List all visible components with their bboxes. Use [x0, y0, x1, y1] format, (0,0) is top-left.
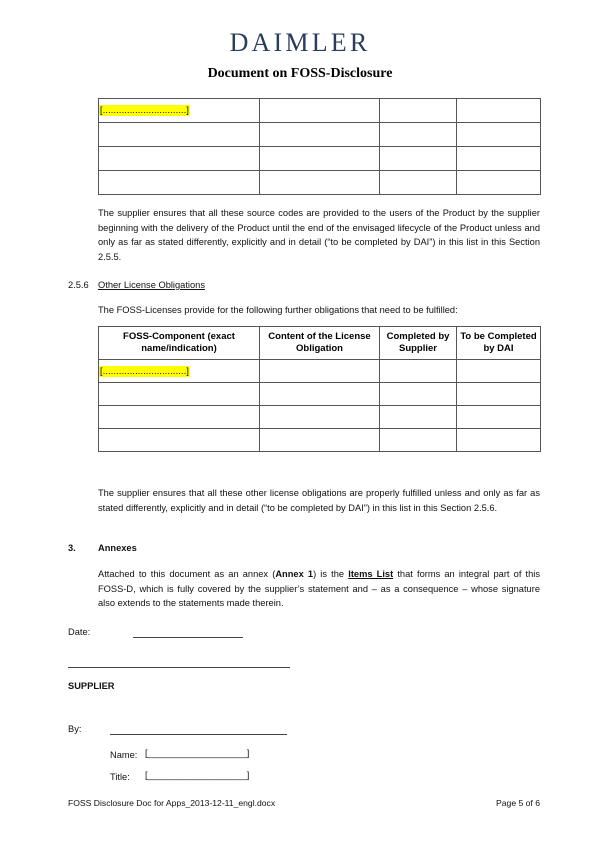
- date-line[interactable]: [133, 637, 243, 638]
- table-row: [99, 383, 541, 406]
- title-input-field[interactable]: [____________________]: [145, 770, 250, 780]
- table-cell[interactable]: [260, 429, 380, 452]
- section-title-annexes: Annexes: [98, 543, 137, 553]
- table-cell[interactable]: [260, 123, 380, 147]
- table-cell[interactable]: [260, 147, 380, 171]
- section-number-256: 2.5.6: [68, 280, 89, 290]
- table-cell[interactable]: [457, 171, 541, 195]
- column-header-completed-dai: To be Completed by DAI: [457, 327, 541, 360]
- items-list-reference: Items List: [348, 569, 394, 579]
- table-cell[interactable]: [380, 429, 457, 452]
- table-row: [99, 429, 541, 452]
- by-label: By:: [68, 724, 82, 734]
- table-cell[interactable]: [457, 383, 541, 406]
- table-cell[interactable]: [380, 360, 457, 383]
- section-number-3: 3.: [68, 543, 76, 553]
- signature-line[interactable]: [68, 667, 290, 668]
- table-cell[interactable]: [457, 429, 541, 452]
- table-cell[interactable]: [457, 99, 541, 123]
- column-header-completed-supplier: Completed by Supplier: [380, 327, 457, 360]
- annexes-text-2: ) is the: [313, 569, 349, 579]
- section-title-256: Other License Obligations: [98, 280, 205, 290]
- table-header-row: [99, 327, 541, 360]
- table-row: [99, 360, 541, 383]
- document-title: Document on FOSS-Disclosure: [207, 66, 393, 81]
- table-cell[interactable]: [380, 383, 457, 406]
- by-signature-line[interactable]: [110, 734, 287, 735]
- table-cell[interactable]: [260, 360, 380, 383]
- table-cell[interactable]: [99, 429, 260, 452]
- component-placeholder: [...............................]: [100, 365, 190, 376]
- table-cell[interactable]: [457, 123, 541, 147]
- table-cell[interactable]: [380, 171, 457, 195]
- source-code-table: [98, 98, 541, 195]
- supplier-label: SUPPLIER: [68, 681, 115, 691]
- name-input-field[interactable]: [____________________]: [145, 748, 250, 758]
- footer-page-number: Page 5 of 6: [496, 798, 540, 808]
- table-cell[interactable]: [380, 99, 457, 123]
- table-cell[interactable]: [99, 171, 260, 195]
- table-cell[interactable]: [380, 123, 457, 147]
- table-cell[interactable]: [457, 147, 541, 171]
- table-cell[interactable]: [260, 406, 380, 429]
- table-cell-component[interactable]: [99, 99, 260, 123]
- table-cell[interactable]: [99, 406, 260, 429]
- title-label: Title:: [110, 772, 130, 782]
- table-cell[interactable]: [380, 147, 457, 171]
- table-row: [99, 147, 541, 171]
- table-cell[interactable]: [457, 406, 541, 429]
- paragraph-source-codes: The supplier ensures that all these source codes are provided to the users of the Product by the supplier beginning with the delivery of the Product until the end of the envisaged lifecycle of the Product unless and only as far as stated differently, explicitly and in detail (“to be completed by DAI”) in this list in this Section 2.5.5.: [98, 208, 540, 262]
- table-cell[interactable]: [380, 406, 457, 429]
- table-cell-component[interactable]: [99, 360, 260, 383]
- table-cell[interactable]: [260, 99, 380, 123]
- table-row: [99, 171, 541, 195]
- component-placeholder: [...............................]: [100, 104, 190, 115]
- other-license-obligations-table: [98, 326, 541, 452]
- table-row: [99, 99, 541, 123]
- table-cell[interactable]: [99, 147, 260, 171]
- paragraph-other-obligations: The supplier ensures that all these other license obligations are properly fulfilled unless and only as far as stated differently, explicitly and in detail (“to be completed by DAI”) in this list in this Section 2.5.6.: [98, 488, 540, 513]
- name-label: Name:: [110, 750, 138, 760]
- table-cell[interactable]: [99, 383, 260, 406]
- footer-file-name: FOSS Disclosure Doc for Apps_2013-12-11_engl.docx: [68, 798, 276, 808]
- table-row: [99, 123, 541, 147]
- annexes-text-3: that forms an integral part of this FOSS-D, which is fully covered by the supplier’s statement and – as a consequence – whose signature also extends to the statements made therein.: [98, 569, 541, 609]
- table-cell[interactable]: [99, 123, 260, 147]
- section-256-intro: The FOSS-Licenses provide for the following further obligations that need to be fulfilled:: [98, 305, 458, 315]
- table-row: [99, 406, 541, 429]
- table-cell[interactable]: [260, 383, 380, 406]
- date-label: Date:: [68, 627, 91, 637]
- table-cell[interactable]: [260, 171, 380, 195]
- daimler-logo: DAIMLER: [229, 28, 371, 57]
- annex-1-reference: Annex 1: [275, 569, 314, 579]
- column-header-component: FOSS-Component (exact name/indication): [99, 327, 260, 360]
- annexes-text-1: Attached to this document as an annex (: [98, 569, 276, 579]
- column-header-obligation: Content of the License Obligation: [260, 327, 380, 360]
- annexes-paragraph: [98, 567, 540, 611]
- table-cell[interactable]: [457, 360, 541, 383]
